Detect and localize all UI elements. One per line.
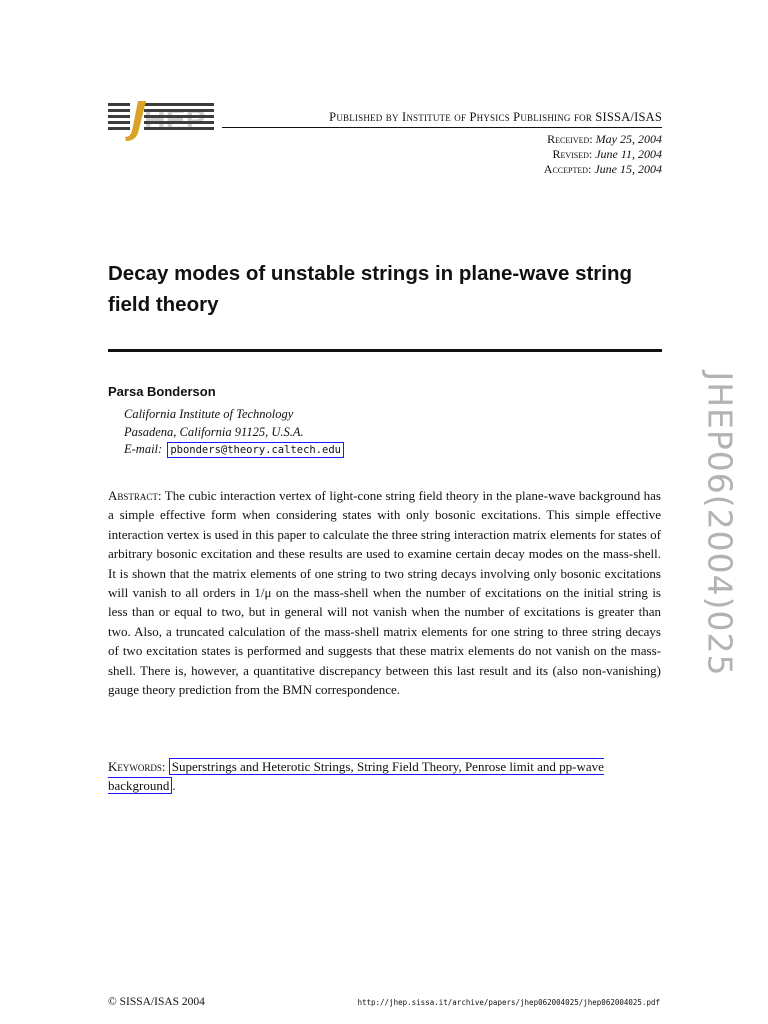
publisher-line: Published by Institute of Physics Publishing for SISSA/ISAS — [329, 110, 662, 124]
keywords-label: Keywords: — [108, 759, 166, 774]
side-stamp-text: JHEP06(2004)025 — [700, 371, 740, 677]
abstract-text: The cubic interaction vertex of light-cone string field theory in the plane-wave background has a simple effective form when considering states with only bosonic excitations. This simple effective interaction vertex is used in this paper to calculate the three string interaction matrix elements for states of arbitrary bosonic excitation and these results are used to examine certain decay modes on the mass-shell. It is shown that the matrix elements of one string to two string decays involving only bosonic excitations will vanish to all orders in 1/μ on the mass-shell when the number of excitations on the initial string is less than or equal to two, but in general will not vanish when the number of excitations is greater than two. Also, a truncated calculation of the mass-shell matrix elements for one string to three string decays of two excitation states is performed and suggests that these matrix elements do not vanish on the mass-shell. There is, however, a quantitative discrepancy between this last result and its (also non-vanishing) gauge theory prediction from the BMN correspondence. — [108, 488, 661, 698]
affiliation — [124, 406, 344, 460]
revised-date: Revised: June 11, 2004 — [552, 147, 662, 161]
email-line — [124, 441, 344, 460]
address: Pasadena, California 91125, U.S.A. — [124, 424, 304, 439]
email-label: E-mail: — [124, 442, 163, 456]
email-link[interactable]: pbonders@theory.caltech.edu — [167, 442, 344, 458]
abstract-label: Abstract: — [108, 488, 162, 503]
side-stamp — [700, 348, 740, 700]
dates-block — [430, 132, 662, 177]
keywords: Keywords: Superstrings and Heterotic Strings, String Field Theory, Penrose limit and pp-wave background . — [108, 759, 604, 794]
received-date: Received: May 25, 2004 — [547, 132, 662, 146]
author-name: Parsa Bonderson — [108, 384, 216, 399]
paper-title: Decay modes of unstable strings in plane-wave string field theory — [108, 262, 633, 316]
institution: California Institute of Technology — [124, 407, 294, 421]
svg-text:HEP: HEP — [144, 104, 206, 137]
abstract — [108, 486, 661, 699]
header-rule — [222, 127, 662, 128]
keywords-link[interactable]: Superstrings and Heterotic Strings, String Field Theory, Penrose limit and pp-wave background — [108, 759, 604, 794]
jhep-logo — [108, 99, 218, 144]
title-rule — [108, 349, 662, 352]
accepted-date: Accepted: June 15, 2004 — [543, 162, 662, 176]
pdf-url[interactable]: http://jhep.sissa.it/archive/papers/jhep062004025/jhep062004025.pdf — [357, 998, 660, 1007]
copyright: © SISSA/ISAS 2004 — [108, 996, 205, 1008]
